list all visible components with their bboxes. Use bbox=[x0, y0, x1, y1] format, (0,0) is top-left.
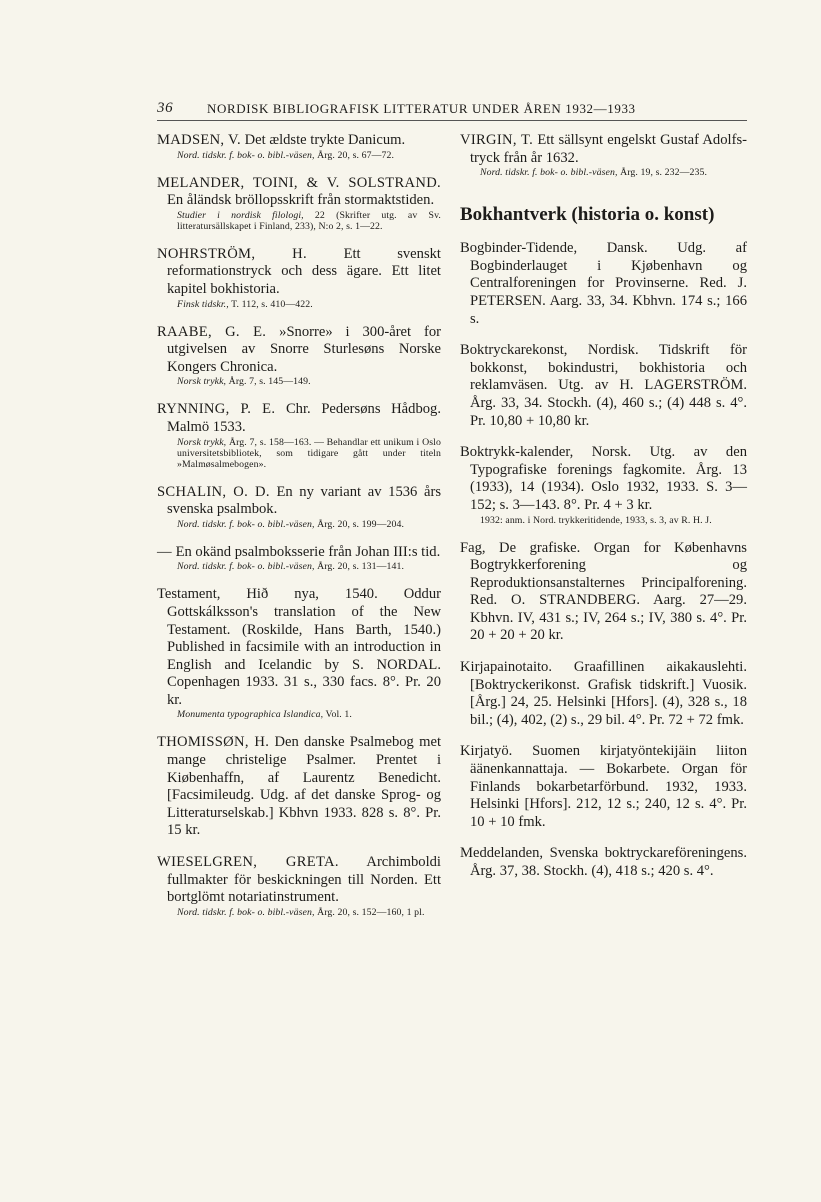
entry-main: Meddelanden, Svenska boktryckareföreningens. Årg. 37, 38. Stockh. (4), 418 s.; 420 s. 4°. bbox=[460, 845, 747, 879]
entry-main: Fag, De grafiske. Organ for Københavns Bogtrykkerforening og Reproduktionsanstalternes Principalforening. Red. O. STRANDBERG. Aarg. 27—29. Kbhvn. IV, 431 s.; IV, 264 s.; IV, 380 s. 4°. Pr. 20 + 20 + 20 kr. bbox=[460, 539, 747, 644]
source-journal: Studier i nordisk filologi, bbox=[177, 209, 304, 221]
entry-text: Den danske Psalmebog met mange christelige Psalmer. Prentet i Kiøbenhaffn, af Laurentz Benedicht. [Facsimileudg. Udg. af det danske Sprog- og Litteraturselskab.] Kbhvn 1933. 828 s. 8°. Pr. 15 kr. bbox=[167, 734, 442, 839]
entry-text: Chr. Pedersøns Hådbog. Malmö 1533. bbox=[167, 401, 441, 435]
entry-text: Archimboldi fullmakter för beskickningen till Norden. Ett bortglömt notariatinstrument. bbox=[167, 854, 441, 906]
entry-author: THOMISSØN, H. bbox=[157, 734, 270, 751]
entry-main bbox=[157, 734, 441, 840]
source-details: Årg. 20, s. 152—160, 1 pl. bbox=[317, 906, 425, 918]
section-heading: Bokhantverk (historia o. konst) bbox=[460, 204, 715, 226]
source-details: T. 112, s. 410—422. bbox=[231, 298, 313, 310]
bib-entry bbox=[157, 484, 441, 530]
entry-text: »Snorre» i 300-året for utgivelsen av Snorre Sturlesøns Norske Kongers Chronica. bbox=[167, 323, 441, 375]
bib-entry bbox=[157, 246, 441, 310]
entry-text: Testament, Hið nya, 1540. Oddur Gottskálksson's translation of the New Testament. (Roskilde, Hans Barth, 1540.) Published in facsimile with an introduction in English and Icelandic by S. NORDAL. Copenhagen 1933. 31 s., 330 facs. 8°. Pr. 20 kr. bbox=[157, 586, 441, 708]
source-journal: Nord. tidskr. f. bok- o. bibl.-väsen, bbox=[480, 167, 618, 179]
bib-entry bbox=[157, 175, 441, 232]
entry-source bbox=[157, 437, 441, 470]
bib-entry bbox=[157, 586, 441, 720]
source-journal: Nord. tidskr. f. bok- o. bibl.-väsen, bbox=[177, 518, 315, 530]
source-journal: Finsk tidskr., bbox=[177, 298, 229, 310]
entry-main bbox=[157, 484, 441, 519]
source-details: Årg. 20, s. 67—72. bbox=[317, 149, 395, 161]
entry-text: En ny variant av 1536 års svenska psalmbok. bbox=[167, 483, 442, 518]
entry-source bbox=[157, 519, 441, 530]
entry-text: Det ældste trykte Danicum. bbox=[244, 132, 406, 148]
source-journal: Nord. tidskr. f. bok- o. bibl.-väsen, bbox=[177, 906, 315, 918]
source-journal: Norsk trykk, bbox=[177, 436, 227, 448]
bib-entry bbox=[460, 240, 747, 328]
entry-source bbox=[157, 376, 441, 387]
left-column bbox=[157, 132, 441, 932]
entry-author: RYNNING, P. E. bbox=[157, 401, 276, 418]
header-title: NORDISK BIBLIOGRAFISK LITTERATUR UNDER ÅREN 1932—1933 bbox=[207, 101, 636, 116]
bib-entry bbox=[460, 540, 747, 646]
source-details: 22 (Skrifter utg. av Sv. litteratursällskapet i Finland, 233), N:o 2, s. 1—22. bbox=[177, 209, 441, 232]
entry-source bbox=[157, 561, 441, 572]
entry-main bbox=[157, 175, 441, 210]
bib-entry bbox=[157, 401, 441, 469]
source-details: Vol. 1. bbox=[325, 709, 352, 721]
source-details: Årg. 20, s. 131—141. bbox=[317, 561, 405, 573]
bib-entry bbox=[460, 743, 747, 831]
entry-main bbox=[157, 586, 441, 709]
entry-source bbox=[157, 150, 441, 161]
bib-entry bbox=[157, 324, 441, 388]
entry-main: Kirjapainotaito. Graafillinen aikakauslehti. [Boktryckerikonst. Grafisk tidskrift.] Vuosik. [Årg.] 24, 25. Helsinki [Hfors]. (4), 328 s., 18 bil.; (4), 402, (2) s., 29 bil. 4°. Pr. 72 + 72 fmk. bbox=[460, 659, 747, 728]
entry-text: En okänd psalmboksserie från Johan III:s tid. bbox=[175, 543, 441, 560]
entry-text: Ett svenskt reformationstryck och dess ägare. Ett litet kapitel bokhistoria. bbox=[167, 245, 441, 297]
entry-main bbox=[157, 401, 441, 436]
source-details: Årg. 20, s. 199—204. bbox=[317, 518, 405, 530]
bib-entry bbox=[460, 444, 747, 525]
entry-source: 1932: anm. i Nord. trykkeritidende, 1933, s. 3, av R. H. J. bbox=[480, 514, 712, 526]
entry-source bbox=[157, 210, 441, 232]
bib-entry bbox=[460, 132, 747, 178]
entry-main: Kirjatyö. Suomen kirjatyöntekijäin liiton äänenkannattaja. — Bokarbete. Organ för Finlands bokarbetarförbund. 1932, 1933. Helsinki [Hfors]. 212, 12 s.; 240, 12 s. 4°. Pr. 10 + 10 fmk. bbox=[460, 743, 747, 830]
entry-source bbox=[157, 299, 441, 310]
entry-main: Bogbinder-Tidende, Dansk. Udg. af Bogbinderlauget i Kjøbenhavn og Centralforeningen for Provinserne. Red. J. PETERSEN. Aarg. 33, 34. Kbhvn. 174 s.; 166 s. bbox=[460, 240, 747, 327]
entry-author: MADSEN, V. bbox=[157, 132, 241, 148]
source-journal: Monumenta typographica Islandica, bbox=[177, 709, 324, 721]
entry-main bbox=[157, 132, 441, 150]
entry-author: VIRGIN, T. bbox=[460, 132, 534, 148]
source-journal: Nord. tidskr. f. bok- o. bibl.-väsen, bbox=[177, 149, 315, 161]
right-column bbox=[460, 132, 747, 895]
bib-entry bbox=[157, 854, 441, 918]
entry-source bbox=[157, 709, 441, 720]
entry-main bbox=[157, 544, 441, 562]
entry-main bbox=[460, 132, 747, 167]
bib-entry bbox=[157, 734, 441, 840]
running-header bbox=[157, 100, 747, 121]
source-details: Årg. 19, s. 232—235. bbox=[620, 167, 708, 179]
entry-main: Boktrykk-kalender, Norsk. Utg. av den Typografiske forenings fagkomite. Årg. 13 (1933), 14 (1934). Oslo 1932, 1933. S. 3—152; s. 3—143. 8°. Pr. 4 + 3 kr. bbox=[460, 444, 747, 513]
entry-author: — bbox=[157, 543, 172, 560]
bib-entry bbox=[157, 132, 441, 161]
entry-text: Ett sällsynt engelskt Gustaf Adolfs-tryck från år 1632. bbox=[470, 132, 747, 166]
entry-author: NOHRSTRÖM, H. bbox=[157, 245, 307, 262]
entry-author: SCHALIN, O. D. bbox=[157, 483, 270, 500]
entry-main bbox=[157, 854, 441, 907]
entry-author: MELANDER, TOINI, & V. SOLSTRAND. bbox=[157, 174, 441, 191]
entry-source bbox=[157, 907, 441, 918]
bib-entry bbox=[460, 659, 747, 729]
entry-main bbox=[157, 246, 441, 299]
entry-main: Boktryckarekonst, Nordisk. Tidskrift för bokkonst, bokindustri, bokhistoria och reklamväsen. Utg. av H. LAGERSTRÖM. Årg. 33, 34. Stockh. (4), 460 s.; (4) 448 s. 4°. Pr. 10,80 + 10,80 kr. bbox=[460, 342, 747, 429]
bib-entry bbox=[157, 544, 441, 573]
source-journal: Norsk trykk, bbox=[177, 376, 227, 388]
bib-entry bbox=[460, 845, 747, 880]
bib-entry bbox=[460, 342, 747, 430]
source-details: Årg. 7, s. 145—149. bbox=[228, 376, 311, 388]
entry-author: RAABE, G. E. bbox=[157, 323, 267, 340]
page-number: 36 bbox=[157, 100, 174, 116]
entry-author: WIESELGREN, GRETA. bbox=[157, 854, 339, 871]
source-journal: Nord. tidskr. f. bok- o. bibl.-väsen, bbox=[177, 561, 315, 573]
source-details: Årg. 7, s. 158—163. — Behandlar ett unikum i Oslo universitetsbibliotek, som tidigare gått under titeln »Malmøsalmebogen». bbox=[177, 436, 441, 470]
entry-main bbox=[157, 324, 441, 377]
entry-source bbox=[460, 167, 747, 178]
entry-text: En åländsk bröllopsskrift från stormaktstiden. bbox=[167, 192, 435, 209]
